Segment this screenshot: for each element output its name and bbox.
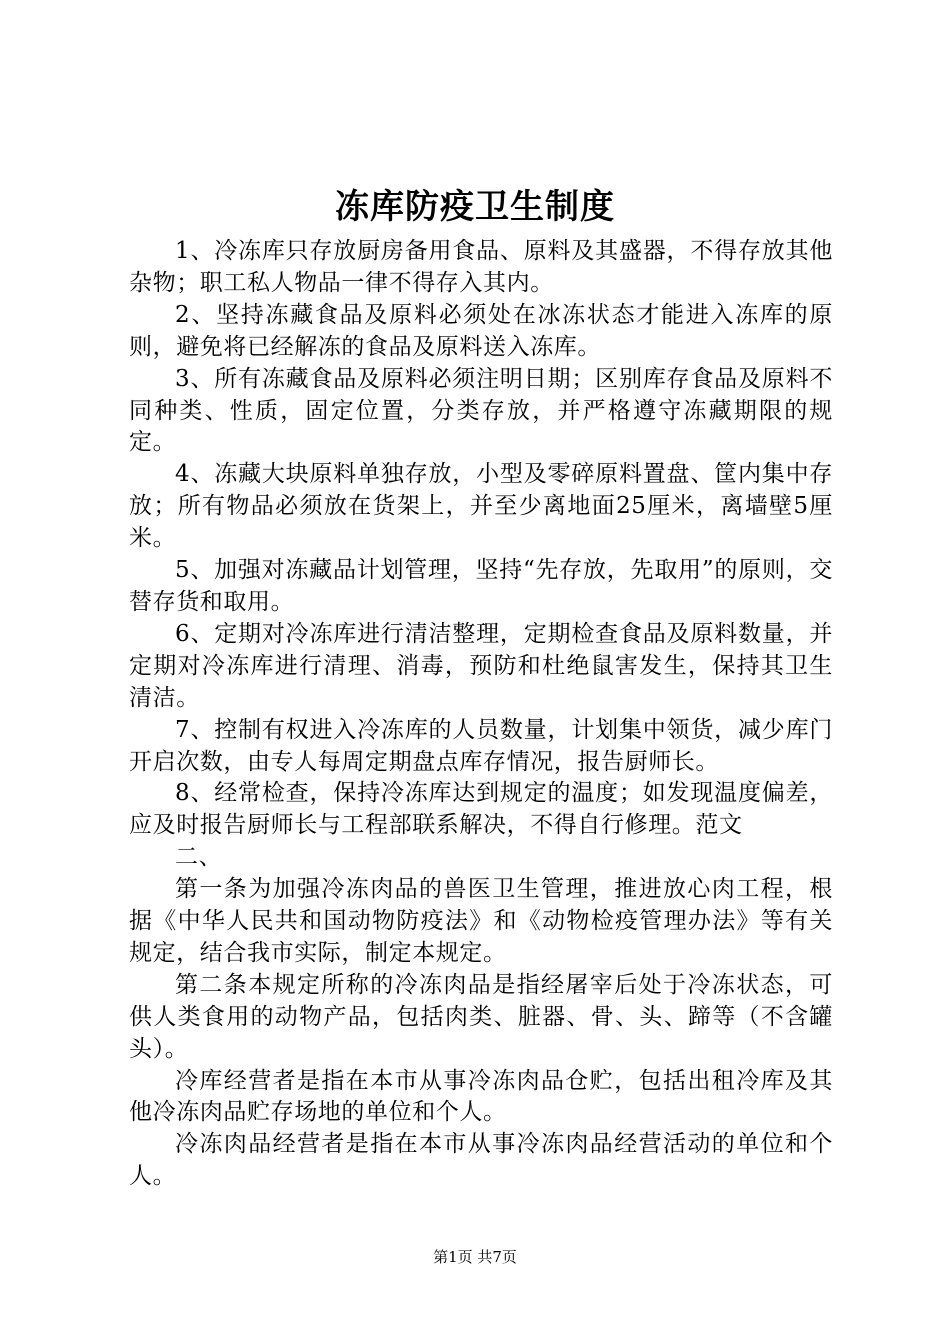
paragraph-7: 7、控制有权进入冷冻库的人员数量，计划集中领货，减少库门开启次数，由专人每周定期盘点库存情况，报告厨师长。 [129,716,833,775]
paragraph-2: 2、坚持冻藏食品及原料必须处在冰冻状态才能进入冻库的原则，避免将已经解冻的食品及原料送入冻库。 [129,301,833,360]
paragraph-6: 6、定期对冷冻库进行清洁整理，定期检查食品及原料数量，并定期对冷冻库进行清理、消毒，预防和杜绝鼠害发生，保持其卫生清洁。 [129,620,833,711]
paragraph-5: 5、加强对冻藏品计划管理，坚持“先存放，先取用”的原则，交替存货和取用。 [129,557,833,615]
article-1: 第一条为加强冷冻肉品的兽医卫生管理，推进放心肉工程，根据《中华人民共和国动物防疫法》和《动物检疫管理办法》等有关规定，结合我市实际，制定本规定。 [129,876,833,966]
definition-frozen-meat-operator: 冷冻肉品经营者是指在本市从事冷冻肉品经营活动的单位和个人。 [129,1131,833,1190]
article-2: 第二条本规定所称的冷冻肉品是指经屠宰后处于冷冻状态，可供人类食用的动物产品，包括肉类、脏器、骨、头、蹄等（不含罐头）。 [129,971,833,1062]
document-body [129,236,833,1193]
definition-cold-storage-operator: 冷库经营者是指在本市从事冷冻肉品仓贮，包括出租冷库及其他冷冻肉品贮存场地的单位和个人。 [129,1067,833,1126]
document-title: 冻库防疫卫生制度 [335,187,615,227]
page-footer: 第1页 共7页 [433,1248,517,1266]
paragraph-3: 3、所有冻藏食品及原料必须注明日期；区别库存食品及原料不同种类、性质，固定位置，分类存放，并严格遵守冻藏期限的规定。 [129,365,833,456]
section-heading-2: 二、 [175,844,223,871]
paragraph-1: 1、冷冻库只存放厨房备用食品、原料及其盛器，不得存放其他杂物；职工私人物品一律不得存入其内。 [129,238,833,296]
paragraph-8: 8、经常检查，保持冷冻库达到规定的温度；如发现温度偏差，应及时报告厨师长与工程部联系解决，不得自行修理。范文 [129,780,833,839]
paragraph-4: 4、冻藏大块原料单独存放，小型及零碎原料置盘、筐内集中存放；所有物品必须放在货架上，并至少离地面25厘米，离墙壁5厘米。 [129,461,833,552]
